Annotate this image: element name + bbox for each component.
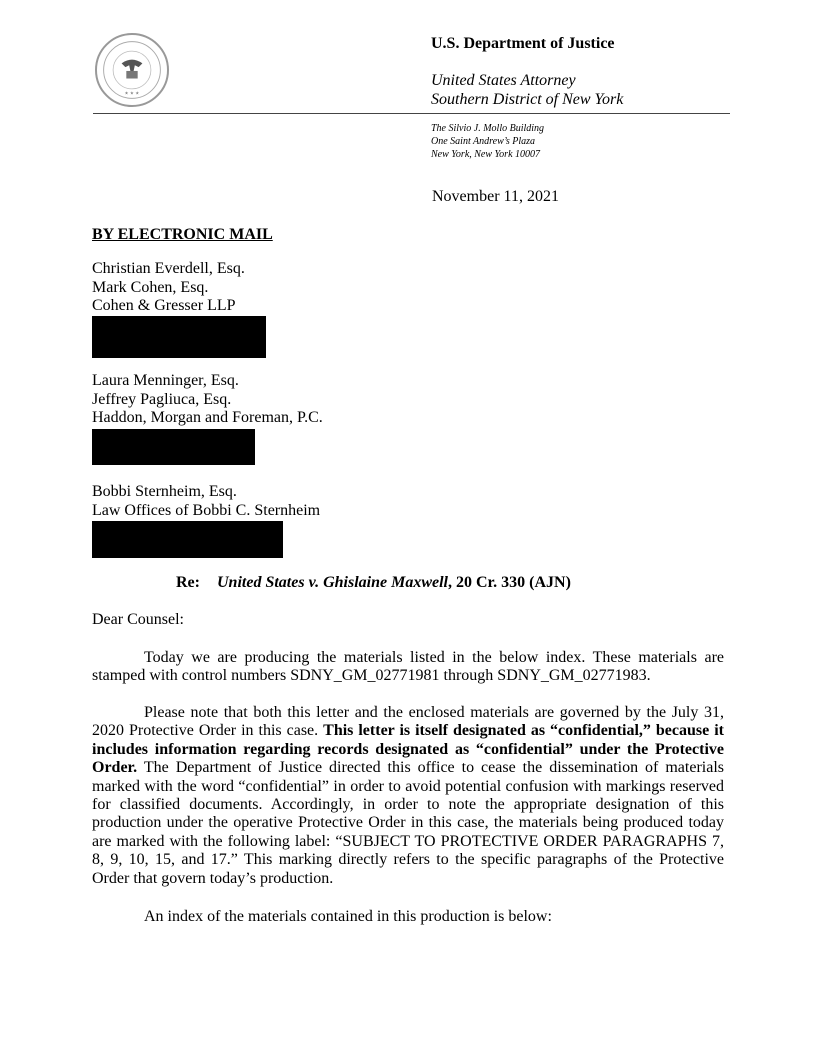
address-line: One Saint Andrew’s Plaza bbox=[431, 136, 535, 147]
svg-text:★ ★ ★: ★ ★ ★ bbox=[124, 91, 140, 97]
delivery-method: BY ELECTRONIC MAIL bbox=[92, 226, 273, 243]
redaction-box bbox=[92, 521, 283, 558]
office-line-2: Southern District of New York bbox=[431, 91, 624, 108]
recipient-line: Haddon, Morgan and Foreman, P.C. bbox=[92, 409, 323, 426]
recipient-line: Mark Cohen, Esq. bbox=[92, 278, 209, 296]
recipient-block-2 bbox=[92, 372, 323, 428]
redaction-box bbox=[92, 429, 255, 465]
department-name: U.S. Department of Justice bbox=[431, 35, 615, 52]
letter-date: November 11, 2021 bbox=[432, 188, 559, 205]
doj-seal-logo bbox=[95, 33, 169, 107]
recipient-line: Jeffrey Pagliuca, Esq. bbox=[92, 390, 232, 408]
re-label: Re: bbox=[176, 574, 200, 591]
salutation: Dear Counsel: bbox=[92, 611, 184, 628]
paragraph-3: An index of the materials contained in this production is below: bbox=[144, 908, 552, 925]
confidential-notice: This letter is itself designated as “confidential,” because it includes information regarding records designated as “confidential” under the Protective Order. bbox=[92, 722, 724, 777]
paragraph-1: Today we are producing the materials listed in the below index. These materials are stamped with control numbers SDNY_GM_02771981 through SDNY_GM_02771983. bbox=[92, 649, 724, 685]
paragraph-text: Please note that both this letter and the enclosed materials are governed by the July 31, 2020 Protective Order in this case. bbox=[92, 704, 724, 740]
paragraph-2 bbox=[92, 704, 724, 888]
recipient-line: Law Offices of Bobbi C. Sternheim bbox=[92, 501, 321, 519]
recipient-line: Laura Menninger, Esq. bbox=[92, 372, 239, 389]
office-line-1: United States Attorney bbox=[431, 72, 576, 89]
office-address bbox=[431, 122, 544, 161]
recipient-block-1 bbox=[92, 260, 245, 316]
case-name: United States v. Ghislaine Maxwell bbox=[217, 574, 448, 591]
paragraph-text: The Department of Justice directed this office to cease the dissemination of materials marked with the word “confidential” in order to avoid potential confusion with markings reserved for classified documents. Accordingly, in order to note the appropriate designation of this production under the operative Protective Order in this case, the materials being produced today are marked with the following label: “SUBJECT TO PROTECTIVE ORDER PARAGRAPHS 7, 8, 9, 10, 15, and 17.” This marking directly refers to the specific paragraphs of the Protective Order that govern today’s production. bbox=[92, 759, 724, 887]
case-number: , 20 Cr. 330 (AJN) bbox=[447, 574, 571, 591]
re-subject bbox=[217, 574, 571, 593]
recipient-block-3 bbox=[92, 483, 320, 520]
recipient-line: Christian Everdell, Esq. bbox=[92, 260, 245, 277]
recipient-line: Cohen & Gresser LLP bbox=[92, 297, 236, 314]
recipient-line: Bobbi Sternheim, Esq. bbox=[92, 483, 237, 500]
redaction-box bbox=[92, 316, 266, 358]
address-line: The Silvio J. Mollo Building bbox=[431, 123, 545, 134]
address-line: New York, New York 10007 bbox=[431, 149, 541, 160]
header-rule bbox=[93, 113, 730, 114]
